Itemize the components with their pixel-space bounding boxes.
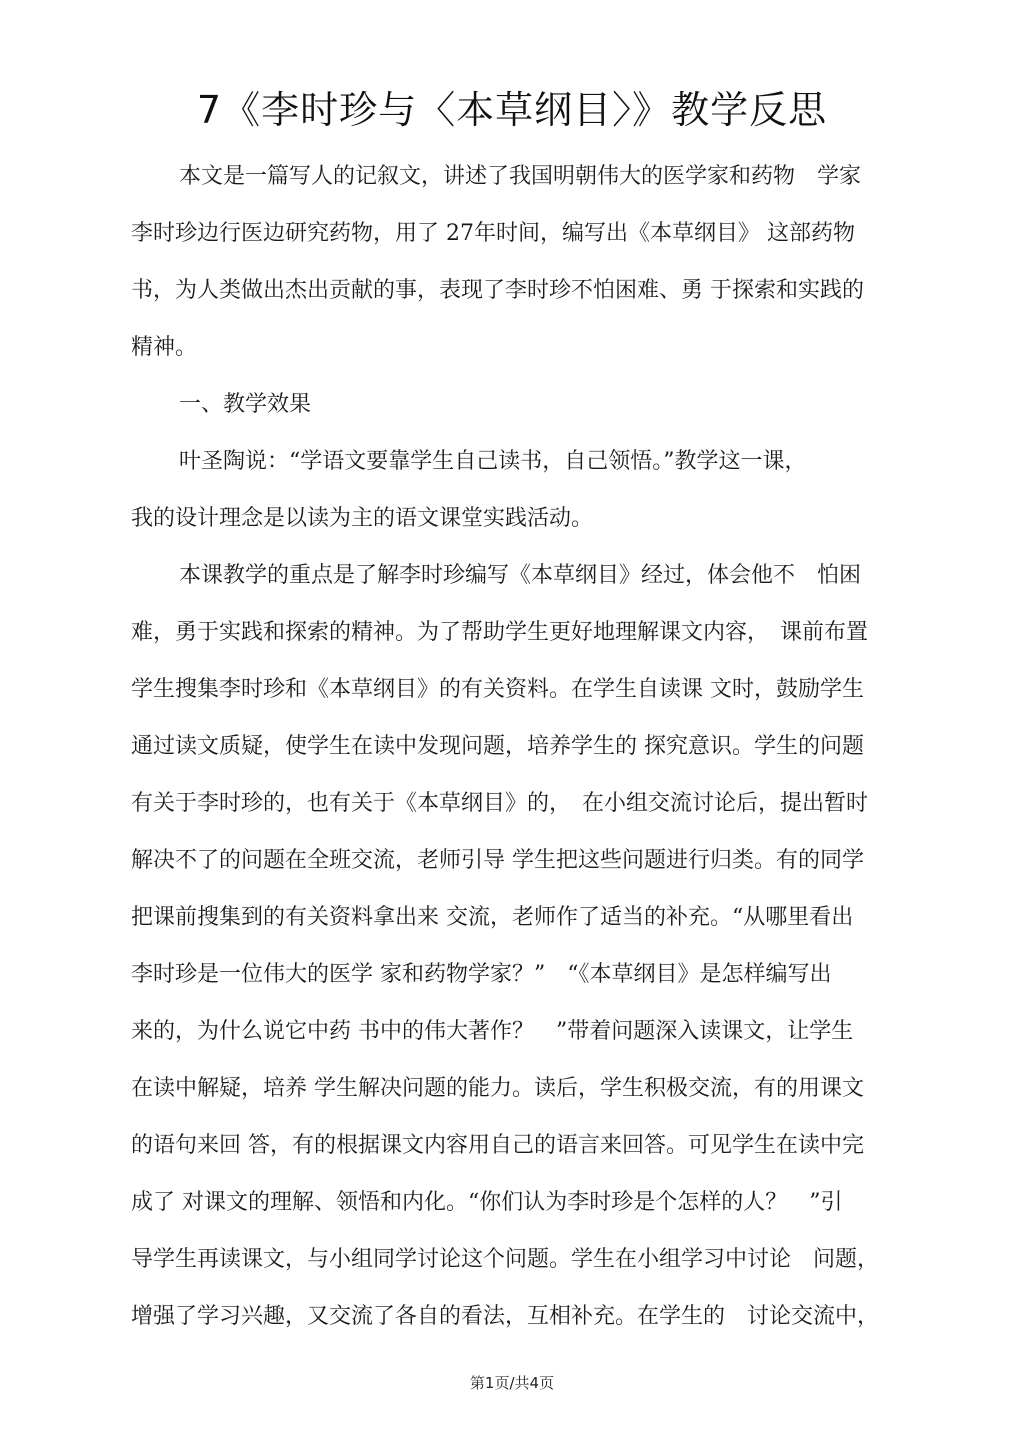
text-line: 导学生再读课文，与小组同学讨论这个问题。学生在小组学习中讨论 问题，: [131, 1247, 880, 1272]
text-line: 在读中解疑，培养 学生解决问题的能力。读后，学生积极交流，有的用课文: [131, 1076, 864, 1101]
text-line: 通过读文质疑，使学生在读中发现问题，培养学生的 探究意识。学生的问题: [131, 734, 864, 759]
text-line: 李时珍是一位伟大的医学 家和药物学家？” “《本草纲目》是怎样编写出: [131, 962, 832, 987]
text-line: 增强了学习兴趣，又交流了各自的看法，互相补充。在学生的 讨论交流中，: [131, 1304, 880, 1329]
text-line: 本文是一篇写人的记叙文，讲述了我国明朝伟大的医学家和药物 学家: [179, 164, 862, 189]
text-line: 难，勇于实践和探索的精神。为了帮助学生更好地理解课文内容， 课前布置: [131, 620, 869, 645]
text-line: 叶圣陶说：“学语文要靠学生自己读书，自己领悟。”教学这一课，: [179, 449, 807, 474]
text-line: 把课前搜集到的有关资料拿出来 交流，老师作了适当的补充。“从哪里看出: [131, 905, 854, 930]
text-line: 一、教学效果: [179, 392, 312, 417]
page-title: 7《李时珍与〈本草纲目〉》教学反思: [196, 88, 828, 132]
text-line: 本课教学的重点是了解李时珍编写《本草纲目》经过，体会他不 怕困: [179, 563, 862, 588]
text-line: 的语句来回 答，有的根据课文内容用自己的语言来回答。可见学生在读中完: [131, 1133, 864, 1158]
text-line: 成了 对课文的理解、领悟和内化。“你们认为李时珍是个怎样的人？ ”引: [131, 1190, 843, 1215]
body-text: [131, 148, 911, 1345]
text-line: 李时珍边行医边研究药物，用了 27年时间，编写出《本草纲目》 这部药物: [131, 221, 855, 246]
text-line: 来的，为什么说它中药 书中的伟大著作？ ”带着问题深入读课文，让学生: [131, 1019, 854, 1044]
text-line: 书，为人类做出杰出贡献的事，表现了李时珍不怕困难、勇 于探索和实践的: [131, 278, 864, 303]
text-line: 解决不了的问题在全班交流，老师引导 学生把这些问题进行归类。有的同学: [131, 848, 864, 873]
text-line: 学生搜集李时珍和《本草纲目》的有关资料。在学生自读课 文时，鼓励学生: [131, 677, 864, 702]
text-line: 精神。: [131, 335, 198, 360]
page-number: 第1页/共4页: [469, 1374, 555, 1392]
text-line: 有关于李时珍的，也有关于《本草纲目》的， 在小组交流讨论后，提出暂时: [131, 791, 869, 816]
text-line: 我的设计理念是以读为主的语文课堂实践活动。: [131, 506, 594, 531]
